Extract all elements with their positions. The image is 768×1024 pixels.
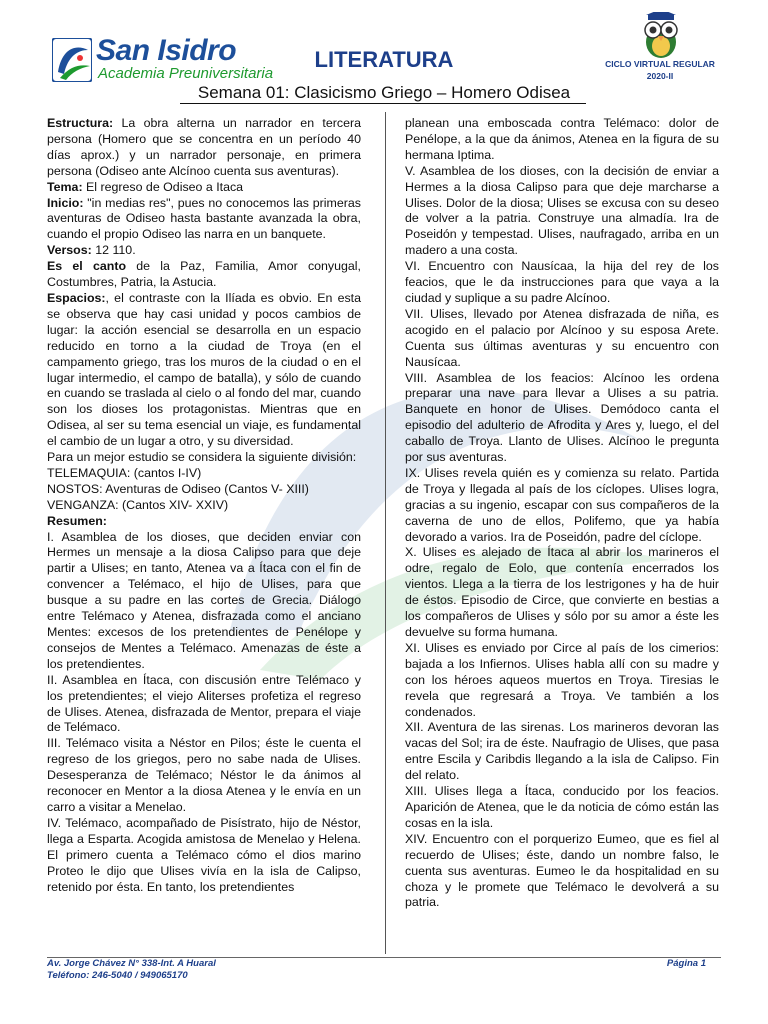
paragraph-spaces [47, 291, 361, 450]
label-structure: Estructura: [47, 116, 114, 130]
division-telemaquia: TELEMAQUIA: (cantos I-IV) [47, 465, 202, 480]
footer-address: Av. Jorge Chávez N° 338-Int. A Huaral [47, 958, 216, 969]
text-spaces: , el contraste con la Ilíada es obvio. En esta se observa que hay casi unidad y pocos cambios de lugar: la acción esencial se desarrolla en un espacio reducido en torno a la ciudad de Troya (en el campamento griego, tras los muros de la ciudad o en el lugar intermedio, el campo de batalla), y sólo de cuando en cuando se traslada al cielo o al fondo del mar, cuando son los dioses los protagonistas. Mientras que en Odisea, al ser su tema esencial un viaje, es fundamental el cambio de un lugar a otro, y su diversidad. [47, 290, 361, 449]
summary-canto-8: VIII. Asamblea de los feacios: Alcínoo les ordena preparar una nave para llevar a Ulises a su patria. Banquete en honor de Ulises. Demódoco canta el episodio del adulterio de Afrodita y Ares y, luego, el del caballo de Troya. Llanto de Ulises. Alcínoo le pregunta por sus aventuras. [405, 370, 719, 465]
footer-phone: Teléfono: 246-5040 / 949065170 [47, 970, 188, 981]
summary-canto-2: II. Asamblea en Ítaca, con discusión entre Telémaco y los pretendientes; el viejo Aliterses profetiza el regreso de Ulises. Atenea, disfrazada de Mentor, prepara el viaje de Telémaco. [47, 672, 361, 735]
label-theme: Tema: [47, 179, 83, 194]
cycle-label [600, 58, 720, 82]
paragraph-division: Para un mejor estudio se considera la siguiente división: [47, 450, 357, 465]
subtitle-underline [180, 103, 586, 104]
page-subtitle: Semana 01: Clasicismo Griego – Homero Odisea [197, 83, 571, 102]
summary-canto-4-cont: planean una emboscada contra Telémaco: dolor de Penélope, a la que da ánimos, Atenea en la figura de su hermana Iptima. [405, 116, 719, 162]
summary-canto-6: VI. Encuentro con Nausícaa, la hija del rey de los feacios, que le da instrucciones para que vaya a la ciudad y suplique a su padre Alcínoo. [405, 259, 719, 305]
label-verses: Versos: [47, 243, 92, 258]
paragraph-structure [47, 116, 361, 180]
left-column [47, 116, 361, 895]
summary-canto-1: I. Asamblea de los dioses, que deciden enviar con Hermes un mensaje a la diosa Calipso para que deje partir a Ulises; en tanto, Atenea va a Ítaca con el fin de convencer a Telémaco, el hijo de Ulises, para que busque a su padre en las cortes de Grecia. Diálogo entre Telémaco y Atenea, disfrazada como el anciano Mentes: excesos de los pretendientes de Penélope y consejos de Mentes a Telémaco. Amenazas de éste a los pretendientes. [47, 529, 361, 671]
summary-canto-11: XI. Ulises es enviado por Circe al país de los cimerios: bajada a los Infiernos. Ulises habla allí con su madre y con los héroes aqueos muertos en Troya. Tiresias le revela que regresará a Troya. Ve también a los condenados. [405, 640, 719, 719]
label-spaces: Espacios: [47, 290, 106, 305]
text-structure: La obra alterna un narrador en tercera persona (Homero que se concentra en un período 40 días aprox.) y un narrador personaje, en primera persona (Odiseo ante Alcínoo cuenta sus aventuras). [47, 116, 361, 178]
paragraph-verses [47, 243, 361, 259]
logo-subtitle: Academia Preuniversitaria [98, 65, 274, 82]
paragraph-start [47, 196, 361, 244]
summary-canto-10: X. Ulises es alejado de Ítaca al abrir los marineros el odre, regalo de Eolo, que contenía encerrados los vientos. Llega a la tierra de los lestrigones y ha de huir de éstos. Episodio de Circe, que convierte en bestias a los compañeros de Ulises y sólo por su amor a éste les devuelve su forma humana. [405, 545, 719, 639]
text-verses: 12 110. [91, 243, 136, 258]
footer-contact [47, 958, 216, 982]
owl-mascot-icon [638, 12, 684, 60]
label-canto: Es el canto [47, 259, 127, 274]
summary-canto-5: V. Asamblea de los dioses, con la decisión de enviar a Hermes a la diosa Calipso para que deje marcharse a Ulises. Dolor de la diosa; Ulises se excusa con su deseo de volver a la patria. Construye una almadía. Ira de Poseidón y tempestad. Ulises, naufragado, arriba en un madero a una costa. [405, 163, 719, 258]
summary-canto-3: III. Telémaco visita a Néstor en Pilos; éste le cuenta el regreso de los griegos, pero no sabe nada de Ulises. Desesperanza de Telémaco; Néstor le da ánimos al reconocer en Mentor a la diosa Atenea y le envía en un carro a visitar a Menelao. [47, 736, 361, 814]
paragraph-canto [47, 259, 361, 291]
summary-canto-14: XIV. Encuentro con el porquerizo Eumeo, que es fiel al recuerdo de Ulises; éste, dando un nombre falso, le cuenta sus aventuras. Eumeo le da hospitalidad en su choza y le promete que Telémaco le devolverá a su patria. [405, 831, 719, 910]
column-divider [385, 112, 386, 954]
cycle-line-2: 2020-II [646, 71, 674, 81]
label-summary: Resumen: [47, 513, 107, 528]
label-start: Inicio: [47, 195, 84, 210]
summary-canto-4: IV. Telémaco, acompañado de Pisístrato, hijo de Néstor, llega a Esparta. Acogida amistosa de Menelao y Helena. El primero cuenta a Telémaco cómo el dios marino Proteo le dijo que Ulises vivía en la isla de Calipso, retenido por ésta. En tanto, los pretendientes [47, 815, 361, 894]
summary-canto-13: XIII. Ulises llega a Ítaca, conducido por los feacios. Aparición de Atenea, que le da noticia de cómo están las cosas en la isla. [405, 784, 719, 830]
summary-canto-7: VII. Ulises, llevado por Atenea disfrazada de niña, es acogido en el palacio por Alcínoo y su esposa Arete. Cuenta sus últimas aventuras y su encuentro con Nausícaa. [405, 306, 719, 369]
text-start: "in medias res", pues no conocemos las primeras aventuras de Odiseo hasta bastante avanzada la obra, cuando el propio Odiseo las narra en un banquete. [47, 195, 361, 242]
heading-summary [47, 514, 361, 530]
cycle-line-1: CICLO VIRTUAL REGULAR [605, 59, 715, 69]
division-venganza: VENGANZA: (Cantos XIV- XXIV) [47, 497, 229, 512]
page-number: Página 1 [666, 958, 706, 969]
summary-canto-9: IX. Ulises revela quién es y comienza su relato. Partida de Troya y llegada al país de los cíclopes. Ulises logra, gracias a su ingenio, escapar con sus compañeros de la caverna de uno de ellos, Polifemo, que ya había devorado a varios. Ira de Poseidón, padre del cíclope. [405, 465, 719, 544]
page-title: LITERATURA [314, 47, 454, 72]
division-nostos: NOSTOS: Aventuras de Odiseo (Cantos V- XIII) [47, 481, 309, 496]
text-canto: de la Paz, Familia, Amor conyugal, Costumbres, Patria, la Astucia. [47, 259, 361, 290]
paragraph-theme [47, 180, 361, 196]
text-theme: El regreso de Odiseo a Itaca [82, 179, 244, 194]
summary-canto-12: XII. Aventura de las sirenas. Los marineros devoran las vacas del Sol; ira de éste. Naufragio de Ulises, que pasa entre Escila y Caribdis llegando a la isla de Calipso. Fin del relato. [405, 720, 719, 783]
logo-name: San Isidro [96, 34, 237, 67]
right-column [405, 116, 719, 911]
